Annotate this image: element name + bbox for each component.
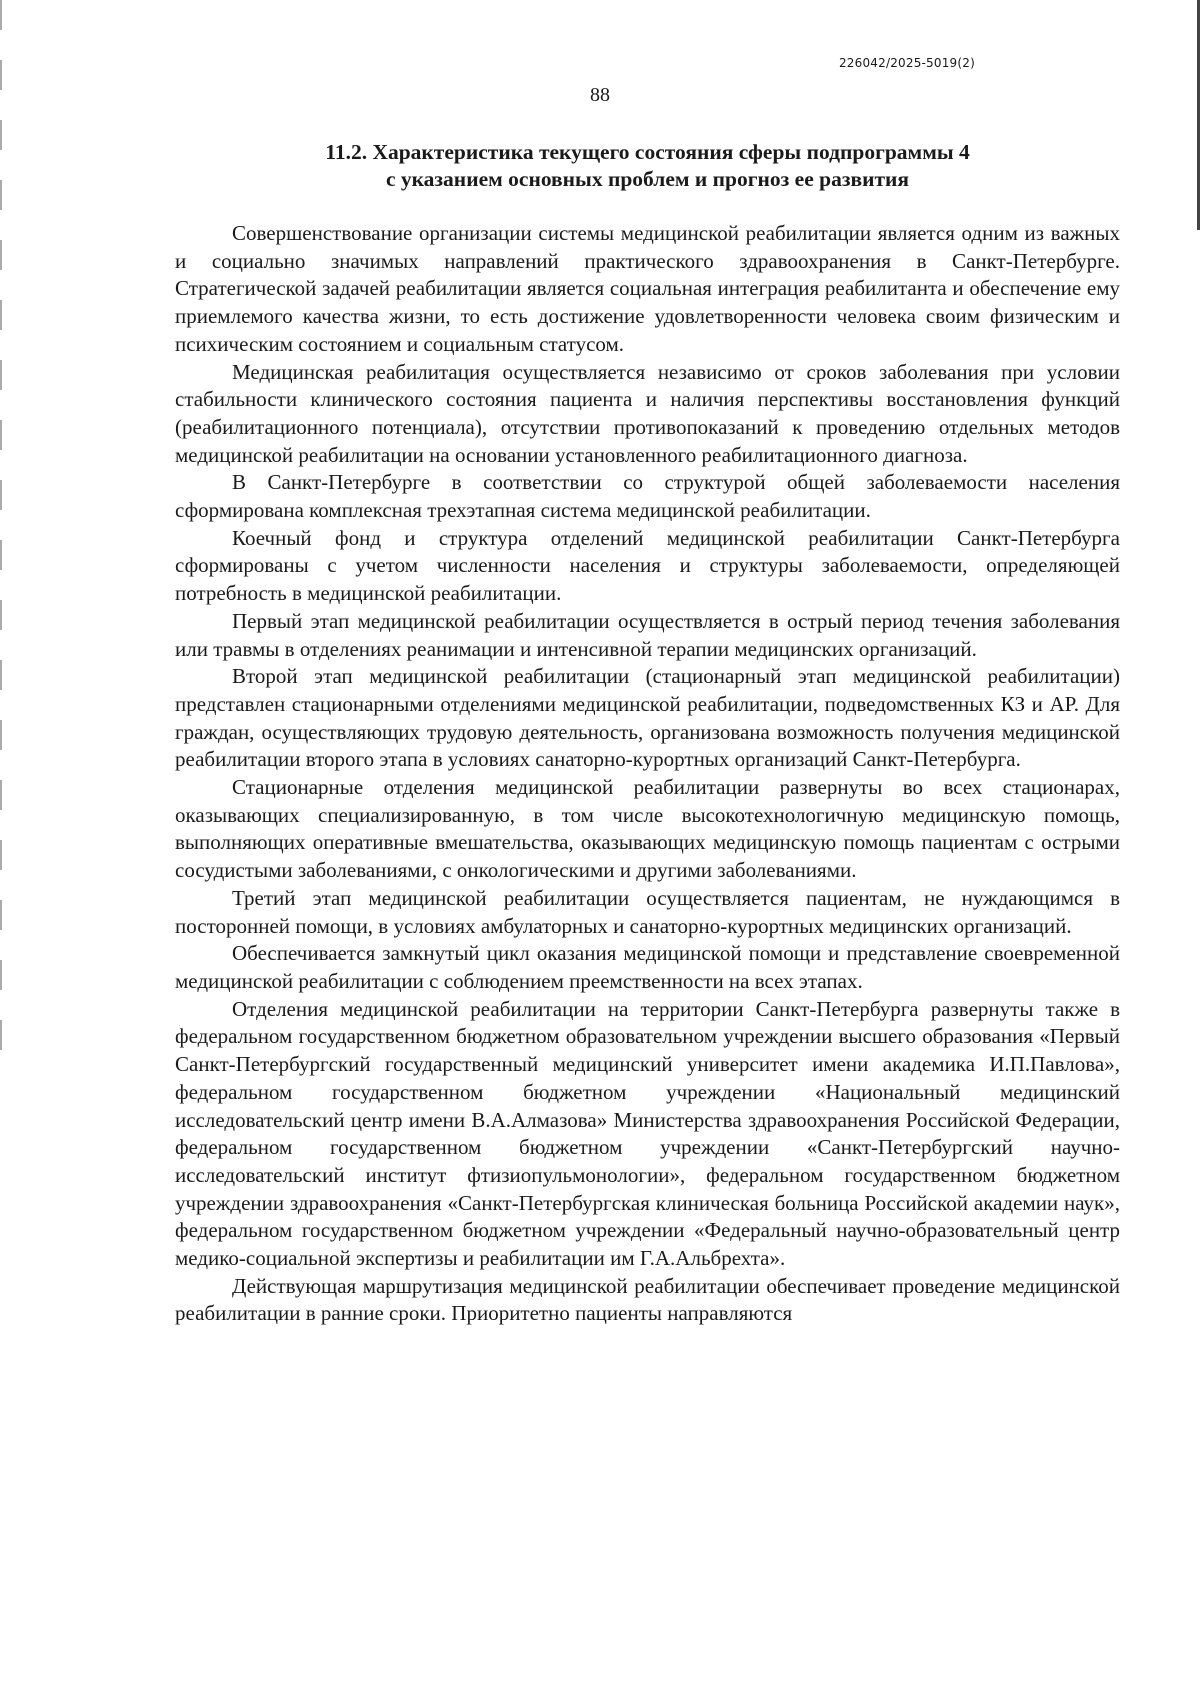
paragraph: Медицинская реабилитация осуществляется независимо от сроков заболевания при условии стабильности клинического состояния пациента и наличия перспективы восстановления функций (реабилитационного потенциала), отсутствии противопоказаний к проведению отдельных методов медицинской реабилитации на основании установленного реабилитационного диагноза. [175,359,1120,467]
paragraph: Совершенствование организации системы медицинской реабилитации является одним из важных и социально значимых направлений практического здравоохранения в Санкт-Петербурге. Стратегической задачей реабилитации является социальная интеграция реабилитанта и обеспечение ему приемлемого качества жизни, то есть достижение удовлетворенности человека своим физическим и психическим состоянием и социальным статусом. [175,221,1120,356]
paragraph: Коечный фонд и структура отделений медицинской реабилитации Санкт-Петербурга сформированы с учетом численности населения и структуры заболеваемости, определяющей потребность в медицинской реабилитации. [175,525,1120,606]
section-title [175,139,1120,193]
paragraph: Стационарные отделения медицинской реабилитации развернуты во всех стационарах, оказывающих специализированную, в том числе высокотехнологичную медицинскую помощь, выполняющих оперативные вмешательства, оказывающих медицинскую помощь пациентам с острыми сосудистыми заболеваниями, с онкологическими и другими заболеваниями. [175,775,1120,883]
document-number: 226042/2025-5019(2) [838,56,975,70]
paragraph: Действующая маршрутизация медицинской реабилитации обеспечивает проведение медицинской реабилитации в ранние сроки. Приоритетно пациенты направляются [175,1273,1120,1326]
section-title-line-1: 11.2. Характеристика текущего состояния сферы подпрограммы 4 [325,140,970,164]
paragraph: Первый этап медицинской реабилитации осуществляется в острый период течения заболевания или травмы в отделениях реанимации и интенсивной терапии медицинских организаций. [175,608,1120,661]
paragraph: Третий этап медицинской реабилитации осуществляется пациентам, не нуждающимся в посторонней помощи, в условиях амбулаторных и санаторно-курортных медицинских организаций. [175,885,1120,938]
page-number: 88 [590,84,610,106]
paragraph: Второй этап медицинской реабилитации (стационарный этап медицинской реабилитации) представлен стационарными отделениями медицинской реабилитации, подведомственных КЗ и АР. Для граждан, осуществляющих трудовую деятельность, организована возможность получения медицинской реабилитации второго этапа в условиях санаторно-курортных организаций Санкт-Петербурга. [175,664,1120,772]
paragraph: Отделения медицинской реабилитации на территории Санкт-Петербурга развернуты также в федеральном государственном бюджетном образовательном учреждении высшего образования «Первый Санкт-Петербургский государственный медицинский университет имени академика И.П.Павлова», федеральном государственном бюджетном учреждении «Национальный медицинский исследовательский центр имени В.А.Алмазова» Министерства здравоохранения Российской Федерации, федеральном государственном бюджетном учреждении «Санкт-Петербургский научно-исследовательский институт фтизиопульмонологии», федеральном государственном бюджетном учреждении здравоохранения «Санкт-Петербургская клиническая больница Российской академии наук», федеральном государственном бюджетном учреждении «Федеральный научно-образовательный центр медико-социальной экспертизы и реабилитации им Г.А.Альбрехта». [175,996,1120,1271]
scan-edge-left [0,0,2,1050]
paragraph: В Санкт-Петербурге в соответствии со структурой общей заболеваемости населения сформирована комплексная трехэтапная система медицинской реабилитации. [175,470,1120,523]
section-title-line-2: с указанием основных проблем и прогноз ее развития [385,167,910,191]
document-body [175,220,1120,1328]
paragraph: Обеспечивается замкнутый цикл оказания медицинской помощи и представление своевременной медицинской реабилитации с соблюдением преемственности на всех этапах. [175,941,1120,993]
